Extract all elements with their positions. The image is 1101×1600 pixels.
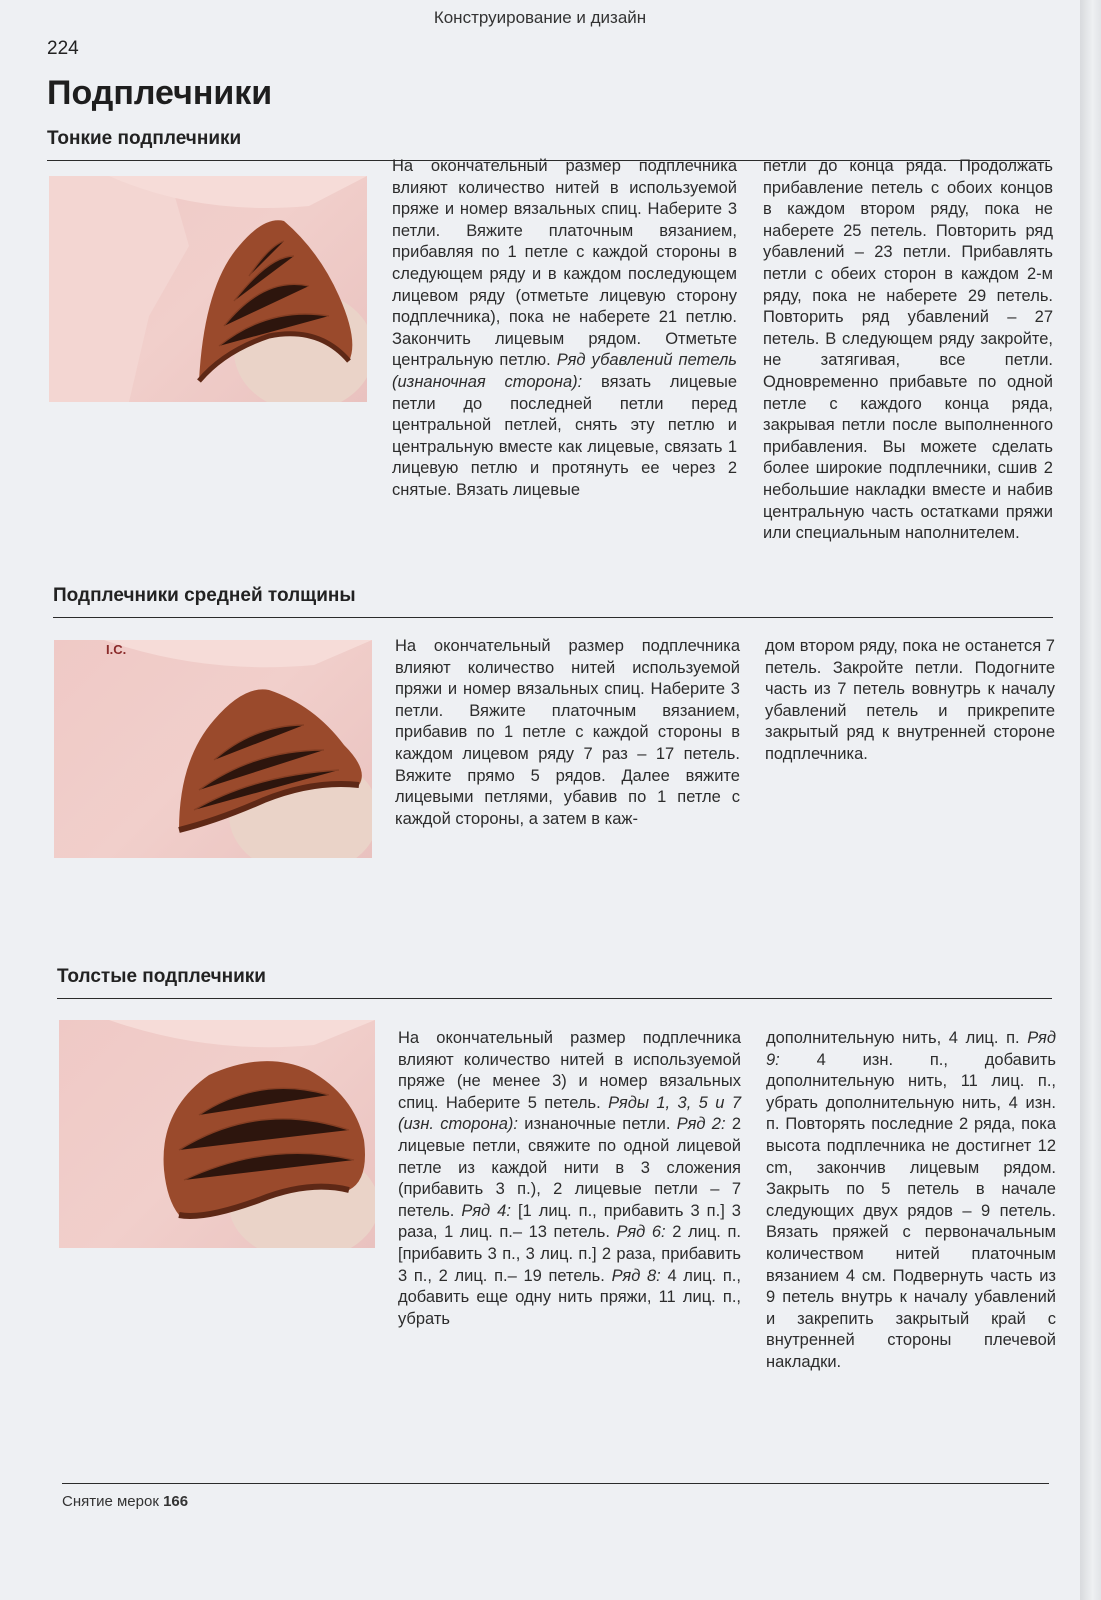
cross-reference-label: Снятие мерок — [62, 1493, 159, 1510]
text-run: Ряд 6: — [616, 1223, 666, 1242]
photo-medium-shoulder-pad — [54, 640, 372, 858]
section-rule — [53, 617, 1053, 618]
cross-reference[interactable] — [62, 1493, 188, 1510]
text-run: 2 лицевые петли, свяжите по одной лицевой петле из каждой нити в 3 сложения (прибавить 3 п.), 2 лицевые петли – 7 петель. — [398, 1115, 742, 1220]
text-run: На окончательный размер подплечника влияют количество нитей в используемой пряже и номер вязальных спиц. Наберите 3 петли. Вяжите платочным вязанием, прибавляя по 1 петле с каждой стороны в следующем ряду и в каждом последующем лицевом ряду (отметьте лицевую сторону подплечника), пока не наберете 21 петлю. Закончить лицевым рядом. Отметьте центральную петлю. — [392, 157, 737, 370]
text-run: 2 лиц. п. [прибавить 3 п., 3 лиц. п.] 2 раза, прибавить 3 п., 2 лиц. п.– 19 петель. — [398, 1223, 741, 1285]
thick-pad-illustration — [59, 1020, 375, 1248]
text-run: изнаночные петли. — [517, 1115, 677, 1134]
text-medium-col2 — [765, 636, 1055, 766]
page-number: 224 — [47, 38, 79, 59]
text-run: [1 лиц. п., прибавить 3 п.] 3 раза, 1 лиц. п.– 13 петель. — [398, 1201, 741, 1242]
text-run: вязать лицевые петли до последней петли перед центральной петлей, снять эту петлю и центральную вместе как лицевые, связать 1 лицевую петлю и протянуть ее через 2 снятые. Вязать лицевые — [392, 372, 737, 499]
photo-thin-shoulder-pad — [49, 176, 367, 402]
text-run: Ряд 9: — [766, 1029, 1056, 1069]
thin-pad-illustration — [49, 176, 367, 402]
cross-reference-page: 166 — [163, 1493, 189, 1510]
text-thin-col1 — [392, 156, 737, 502]
page-title: Подплечники — [47, 74, 273, 112]
text-thick-col1 — [398, 1028, 741, 1330]
text-run: Ряд убавлений петель (изнаночная сторона): — [392, 351, 737, 391]
text-run: Ряд 8: — [611, 1266, 661, 1285]
text-run: 4 изн. п., добавить дополнительную нить, 11 лиц. п., убрать дополнительную нить, 4 изн. п. Повторять последние 2 ряда, пока высота подплечника не достигнет 12 cm, закончив лицевым рядом. Закрыть по 5 петель в начале следующих двух рядов – 9 петель. Вязать пряжей с первоначальным количеством нитей платочным вязанием 4 см. Подвернуть часть из 9 петель внутрь к началу убавлений и закрепить закрытый край с внутренней стороны плечевой накладки. — [766, 1050, 1056, 1371]
text-run: петли до конца ряда. Продолжать прибавление петель с обоих концов в каждом втором ряду, пока не наберете 25 петель. Повторить ряд убавлений – 23 петли. Прибавлять петли с обеих сторон в каждом 2-м ряду, пока не наберете 29 петель. Повторить ряд убавлений – 27 петель. В следующем ряду закройте, не затягивая, все петли. Одновременно прибавьте по одной петле с каждого конца ряда, закрывая петли после выполненного прибавления. Вы можете сделать более широкие подплечники, сшив 2 небольшие накладки вместе и набив центральную часть остатками пряжи или специальным наполнителем. — [763, 157, 1053, 543]
photo-thick-shoulder-pad — [59, 1020, 375, 1248]
section-rule — [57, 998, 1052, 999]
text-run: дополнительную нить, 4 лиц. п. — [766, 1029, 1028, 1047]
text-run: На окончательный размер подплечника влияют количество нитей в используемой пряже (не менее 3) и номер вязальных спиц. Наберите 5 петель. — [398, 1029, 741, 1112]
text-run: дом втором ряду, пока не останется 7 петель. Закройте петли. Подогните часть из 7 петель вовнутрь к началу убавлений петель и прикрепите закрытый ряд к внутренней стороне подплечника. — [765, 637, 1055, 763]
text-run: Ряд 2: — [676, 1115, 726, 1134]
text-thick-col2 — [766, 1028, 1056, 1374]
running-head: Конструирование и дизайн — [433, 8, 647, 27]
section-heading-thick: Толстые подплечники — [57, 966, 266, 987]
text-run: Ряд 4: — [461, 1201, 511, 1220]
text-medium-col1 — [395, 636, 740, 830]
text-run: На окончательный размер подплечника влияют количество нитей используемой пряжи и номер вязальных спиц. Наберите 3 петли. Вяжите платочным вязанием, прибавив по 1 петле с каждой стороны в каждом лицевом ряду 7 раз – 17 петель. Вяжите прямо 5 рядов. Далее вяжите лицевыми петлями, убавив по 1 петле с каждой стороны, а затем в каж- — [395, 637, 740, 828]
section-heading-medium: Подплечники средней толщины — [53, 585, 356, 606]
footer-rule — [62, 1483, 1049, 1484]
medium-pad-illustration — [54, 640, 372, 858]
text-run: Ряды 1, 3, 5 и 7 (изн. сторона): — [398, 1093, 741, 1134]
photo-mark: I.C. — [106, 642, 127, 657]
page-edge — [1080, 0, 1101, 1600]
text-thin-col2 — [763, 156, 1053, 545]
text-run: 4 лиц. п., добавить еще одну нить пряжи, 11 лиц. п., убрать — [398, 1266, 741, 1328]
section-heading-thin: Тонкие подплечники — [47, 128, 242, 149]
